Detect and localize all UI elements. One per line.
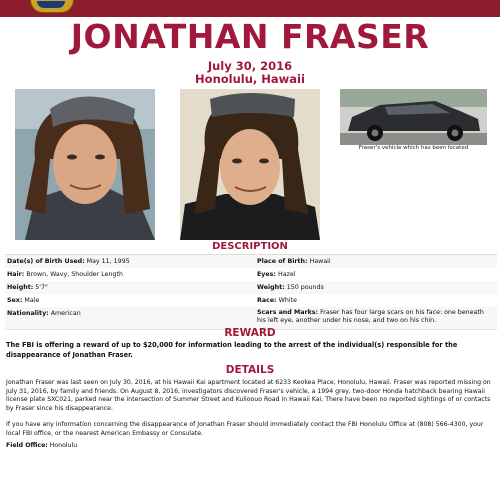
scars-label: Scars and Marks: (257, 309, 319, 316)
hair-value: Brown, Wavy, Shoulder Length (26, 271, 123, 278)
field-office-label: Field Office: (6, 442, 48, 449)
height-value: 5'7" (35, 284, 48, 291)
reward-text: The FBI is offering a reward of up to $20,000 for information leading to the arrest of the individual(s) responsible for the disappearance of Jonathan Fraser. (6, 341, 458, 359)
table-row (5, 294, 497, 308)
description-table (5, 254, 497, 324)
incident-date: July 30, 2016 (207, 59, 293, 73)
sex-label: Sex: (7, 297, 23, 304)
field-office-value: Honolulu (49, 442, 78, 449)
table-row (5, 281, 497, 295)
scars-value: Fraser has four large scars on his face: one beneath his left eye, another under his nose, and two on his chin. (257, 309, 484, 324)
eyes-label: Eyes: (257, 271, 276, 278)
weight-value: 150 pounds (286, 284, 324, 291)
incident-place: Honolulu, Hawaii (195, 72, 305, 86)
description-heading: DESCRIPTION (212, 241, 288, 252)
reward-heading: REWARD (224, 327, 276, 339)
nationality-label: Nationality: (7, 310, 49, 317)
vehicle-caption: Fraser's vehicle which has been located (358, 145, 469, 151)
header-bar (0, 0, 500, 17)
dob-label: Date(s) of Birth Used: (7, 258, 85, 265)
fbi-seal-icon (30, 0, 74, 13)
height-label: Height: (7, 284, 34, 291)
eyes-value: Hazel (277, 271, 296, 278)
details-heading: DETAILS (225, 364, 275, 376)
subject-name: JONATHAN FRASER (70, 17, 430, 56)
dob-value: May 11, 1995 (86, 258, 130, 265)
race-label: Race: (257, 297, 277, 304)
subject-photo-2 (180, 89, 320, 240)
race-value: White (278, 297, 297, 304)
nationality-value: American (50, 310, 81, 317)
pob-label: Place of Birth: (257, 258, 308, 265)
table-row (5, 255, 497, 269)
details-paragraph-2: If you have any information concerning the disappearance of Jonathan Fraser should immediately contact the FBI Honolulu Office at (808) 566-4300, your local FBI office, or the nearest American Embassy or Consulate. (6, 421, 484, 437)
subject-photo-1 (15, 89, 155, 240)
pob-value: Hawaii (309, 258, 331, 265)
hair-label: Hair: (7, 271, 25, 278)
sex-value: Male (24, 297, 40, 304)
weight-label: Weight: (257, 284, 285, 291)
vehicle-photo (340, 89, 487, 145)
table-row (5, 268, 497, 282)
details-paragraph-1: Jonathan Fraser was last seen on July 30, 2016, at his Hawaii Kai apartment located at 6233 Keokea Place, Honolulu, Hawaii. Fraser was reported missing on July 31, 2016, by family and friends. On August 8, 2016, investigators discovered Fraser's vehicle, a 1994 grey, two-door Honda hatchback bearing Hawaii license plate SXC021, parked near the intersection of Summer Street and Kulioouo Road in Hawaii Kai. There have been no reported sightings of or contacts by Fraser since his disappearance. (6, 379, 491, 412)
field-office (6, 442, 77, 450)
